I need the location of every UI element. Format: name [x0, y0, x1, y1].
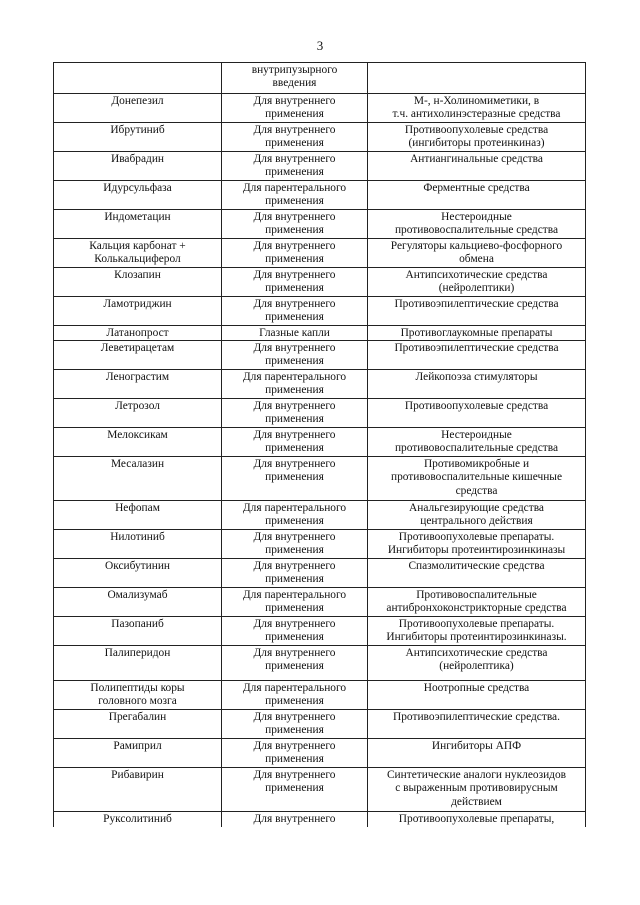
cell-name: Оксибутинин	[54, 559, 222, 588]
cell-form: Для внутреннего применения	[222, 152, 368, 181]
cell-group: Противомикробные и противовоспалительные кишечные средства	[368, 457, 586, 501]
cell-form: Для внутреннего применения	[222, 617, 368, 646]
table-row	[54, 588, 586, 617]
cell-name: Леветирацетам	[54, 341, 222, 370]
cell-group	[368, 63, 586, 94]
table-row	[54, 617, 586, 646]
cell-name: Омализумаб	[54, 588, 222, 617]
cell-form: Для внутреннего применения	[222, 646, 368, 681]
cell-name: Мелоксикам	[54, 428, 222, 457]
cell-name: Индометацин	[54, 210, 222, 239]
cell-form: Для парентерального применения	[222, 588, 368, 617]
cell-name: Палиперидон	[54, 646, 222, 681]
table-row	[54, 210, 586, 239]
cell-group: Противоэпилептические средства	[368, 341, 586, 370]
cell-name: Латанопрост	[54, 326, 222, 341]
cell-form: Для внутреннего применения	[222, 210, 368, 239]
table-row	[54, 94, 586, 123]
cell-group: Антипсихотические средства (нейролептики)	[368, 268, 586, 297]
drug-table-body	[54, 63, 586, 827]
cell-form: Для парентерального применения	[222, 370, 368, 399]
table-row	[54, 681, 586, 710]
table-row	[54, 239, 586, 268]
cell-name: Рамиприл	[54, 739, 222, 768]
cell-name: Прегабалин	[54, 710, 222, 739]
cell-name: Летрозол	[54, 399, 222, 428]
table-row	[54, 341, 586, 370]
cell-group: Нестероидные противовоспалительные средства	[368, 210, 586, 239]
cell-form: Для внутреннего применения	[222, 559, 368, 588]
table-row	[54, 812, 586, 827]
cell-form: Для внутреннего применения	[222, 239, 368, 268]
cell-group: Противоопухолевые средства	[368, 399, 586, 428]
table-row	[54, 501, 586, 530]
table-row	[54, 710, 586, 739]
cell-form: Для парентерального применения	[222, 681, 368, 710]
cell-form: Для внутреннего	[222, 812, 368, 827]
cell-form: Для внутреннего применения	[222, 268, 368, 297]
cell-form: Для внутреннего применения	[222, 457, 368, 501]
cell-group: Противоопухолевые средства (ингибиторы протеинкиназ)	[368, 123, 586, 152]
drug-table	[53, 62, 586, 827]
cell-form: Для внутреннего применения	[222, 739, 368, 768]
cell-name: Ибрутиниб	[54, 123, 222, 152]
cell-name: Ламотриджин	[54, 297, 222, 326]
cell-group: Спазмолитические средства	[368, 559, 586, 588]
cell-name: Пазопаниб	[54, 617, 222, 646]
cell-group: Ингибиторы АПФ	[368, 739, 586, 768]
cell-group: Ферментные средства	[368, 181, 586, 210]
cell-form: Для внутреннего применения	[222, 341, 368, 370]
cell-name: Ивабрадин	[54, 152, 222, 181]
cell-group: Противоэпилептические средства	[368, 297, 586, 326]
table-row	[54, 428, 586, 457]
cell-group: Противоопухолевые препараты,	[368, 812, 586, 827]
table-row	[54, 559, 586, 588]
cell-form: Для внутреннего применения	[222, 94, 368, 123]
cell-form: Для внутреннего применения	[222, 768, 368, 812]
cell-group: Анальгезирующие средства центрального действия	[368, 501, 586, 530]
cell-form: Для внутреннего применения	[222, 428, 368, 457]
cell-name: Полипептиды коры головного мозга	[54, 681, 222, 710]
cell-form: Для внутреннего применения	[222, 530, 368, 559]
cell-name: Рибавирин	[54, 768, 222, 812]
cell-group: Противовоспалительные антибронхоконстрикторные средства	[368, 588, 586, 617]
table-row	[54, 123, 586, 152]
cell-name	[54, 63, 222, 94]
cell-name: Нилотиниб	[54, 530, 222, 559]
cell-group: М-, н-Холиномиметики, в т.ч. антихолинэстеразные средства	[368, 94, 586, 123]
cell-group: Антипсихотические средства (нейролептика)	[368, 646, 586, 681]
cell-group: Противоопухолевые препараты. Ингибиторы протеинтирозинкиназы	[368, 530, 586, 559]
cell-form: Для внутреннего применения	[222, 297, 368, 326]
page-number: 3	[316, 38, 324, 53]
cell-form: внутрипузырного введения	[222, 63, 368, 94]
table-row	[54, 181, 586, 210]
cell-group: Регуляторы кальциево-фосфорного обмена	[368, 239, 586, 268]
table-row	[54, 646, 586, 681]
cell-group: Нестероидные противовоспалительные средства	[368, 428, 586, 457]
cell-form: Для внутреннего применения	[222, 399, 368, 428]
table-row	[54, 457, 586, 501]
table-row	[54, 768, 586, 812]
cell-group: Синтетические аналоги нуклеозидов с выраженным противовирусным действием	[368, 768, 586, 812]
cell-name: Идурсульфаза	[54, 181, 222, 210]
table-row	[54, 370, 586, 399]
table-row	[54, 739, 586, 768]
table-row	[54, 268, 586, 297]
cell-group: Противоглаукомные препараты	[368, 326, 586, 341]
cell-name: Руксолитиниб	[54, 812, 222, 827]
cell-form: Для парентерального применения	[222, 181, 368, 210]
cell-group: Противоопухолевые препараты. Ингибиторы протеинтирозинкиназы.	[368, 617, 586, 646]
table-row	[54, 63, 586, 94]
cell-name: Месалазин	[54, 457, 222, 501]
table-row	[54, 530, 586, 559]
cell-name: Кальция карбонат + Колькальциферол	[54, 239, 222, 268]
cell-name: Донепезил	[54, 94, 222, 123]
cell-group: Лейкопоэза стимуляторы	[368, 370, 586, 399]
table-row	[54, 326, 586, 341]
cell-name: Клозапин	[54, 268, 222, 297]
table-row	[54, 152, 586, 181]
cell-group: Ноотропные средства	[368, 681, 586, 710]
cell-form: Для парентерального применения	[222, 501, 368, 530]
table-row	[54, 399, 586, 428]
table-row	[54, 297, 586, 326]
cell-form: Для внутреннего применения	[222, 123, 368, 152]
cell-group: Противоэпилептические средства.	[368, 710, 586, 739]
cell-form: Для внутреннего применения	[222, 710, 368, 739]
cell-name: Ленограстим	[54, 370, 222, 399]
cell-form: Глазные капли	[222, 326, 368, 341]
cell-name: Нефопам	[54, 501, 222, 530]
cell-group: Антиангинальные средства	[368, 152, 586, 181]
